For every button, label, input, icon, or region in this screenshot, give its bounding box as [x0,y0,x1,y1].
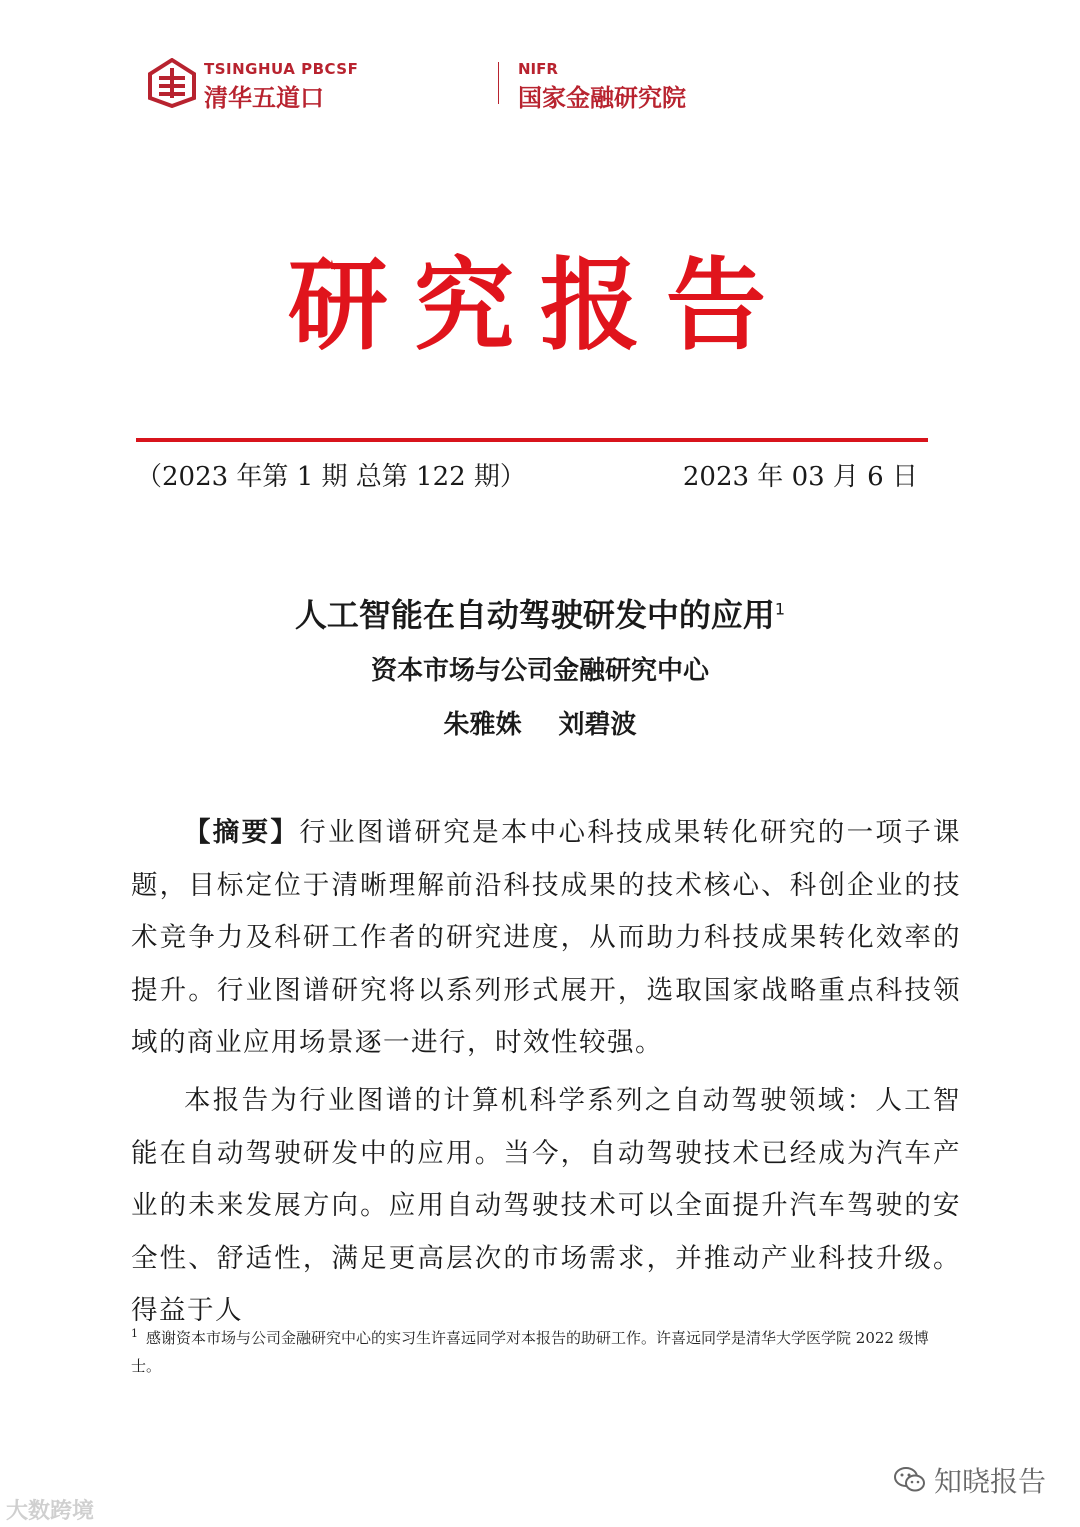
logo-chinese-right: 国家金融研究院 [518,84,686,112]
institution-logo [148,56,686,116]
header-red-rule [136,438,928,442]
logo-divider [498,62,499,104]
abstract-paragraph [131,807,961,1070]
research-center: 资本市场与公司金融研究中心 [370,656,709,686]
footnote-text: 感谢资本市场与公司金融研究中心的实习生许喜远同学对本报告的助研工作。许喜远同学是清华大学医学院 2022 级博士。 [131,1329,929,1375]
watermark-right [894,1460,1046,1500]
report-title: 研究报告 [288,246,792,364]
paper-title [0,590,1080,636]
body-paragraph: 本报告为行业图谱的计算机科学系列之自动驾驶领域：人工智能在自动驾驶研发中的应用。当今，自动驾驶技术已经成为汽车产业的未来发展方向。应用自动驾驶技术可以全面提升汽车驾驶的安全性、舒适性，满足更高层次的市场需求，并推动产业科技升级。得益于人 [131,1085,961,1326]
issue-number: （2023 年第 1 期 总第 122 期） [136,462,526,492]
abstract-label: 【摘要】 [184,817,300,848]
footnote-mark: 1 [131,1327,138,1340]
authors: 朱雅姝 刘碧波 [443,710,637,740]
tsinghua-pbcsf-emblem-icon [148,58,196,108]
logo-chinese-left: 清华五道口 [204,84,324,112]
logo-english-left: TSINGHUA PBCSF [204,60,359,78]
report-date: 2023 年 03 月 6 日 [682,462,918,492]
watermark-right-text: 知晓报告 [933,1465,1046,1498]
logo-english-right: NIFR [518,60,558,78]
watermark-left [6,1494,94,1525]
wechat-icon [894,1466,926,1494]
abstract-text: 行业图谱研究是本中心科技成果转化研究的一项子课题，目标定位于清晰理解前沿科技成果的技术核心、科创企业的技术竞争力及科研工作者的研究进度，从而助力科技成果转化效率的提升。行业图谱研究将以系列形式展开，选取国家战略重点科技领域的商业应用场景逐一进行，时效性较强。 [131,817,962,1058]
footnote [131,1320,951,1380]
watermark-left-text: 大数跨境 [6,1499,95,1524]
paper-title-text: 人工智能在自动驾驶研发中的应用 [294,596,775,634]
title-footnote-mark: 1 [774,599,786,619]
